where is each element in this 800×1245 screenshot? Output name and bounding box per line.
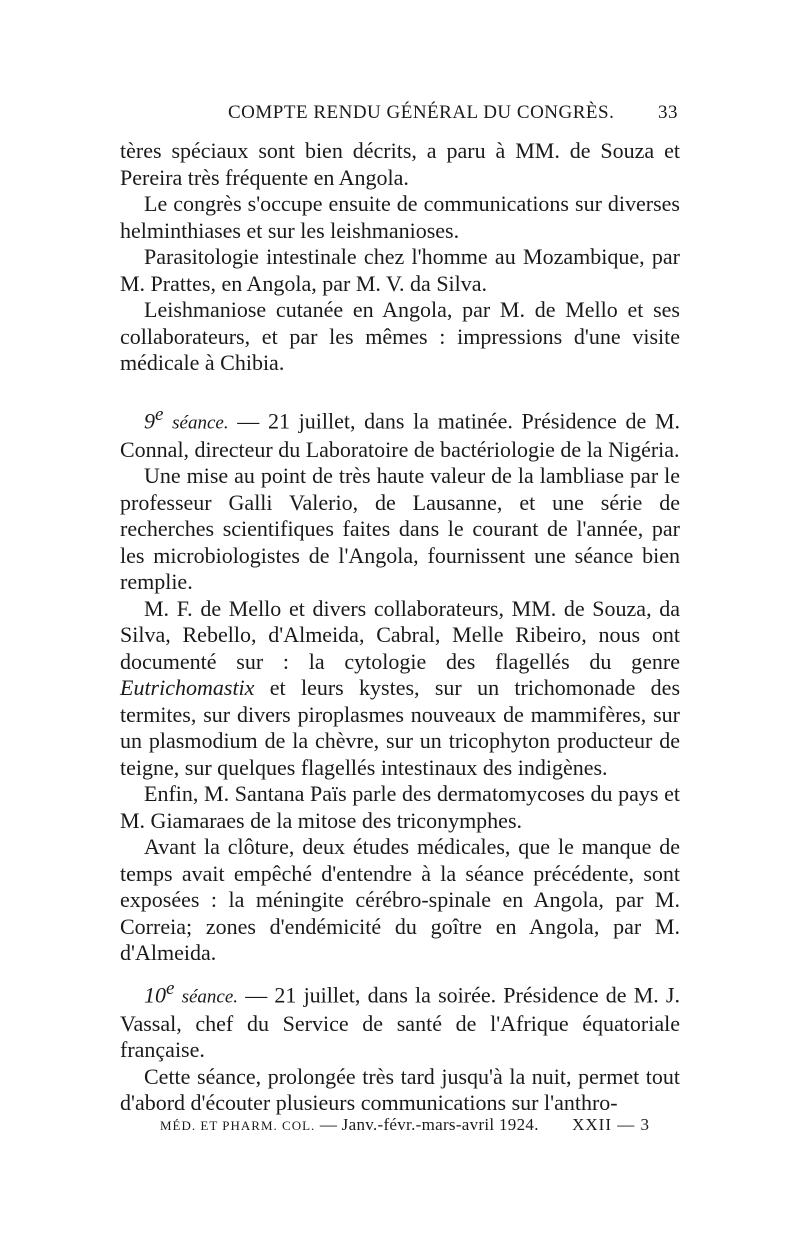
paragraph: tères spéciaux sont bien décrits, a paru à MM. de Souza et Pereira très fréquente en Angola. xyxy=(120,138,680,190)
text-block-ninth-session xyxy=(120,402,680,967)
session-number-suffix: e xyxy=(166,978,175,999)
session-label: séance. xyxy=(181,986,239,1008)
session-label: séance. xyxy=(172,412,229,434)
journal-abbreviation: MÉD. ET PHARM. COL. xyxy=(160,1118,316,1133)
page-footer xyxy=(160,1113,650,1139)
journal-date: — Janv.-févr.-mars-avril 1924. xyxy=(315,1115,539,1134)
session-heading-paragraph xyxy=(120,402,680,463)
session-details: — 21 juillet, dans la soirée. Présidence de M. J. Vassal, chef du Service de santé de l'Afrique équatoriale française. xyxy=(120,982,680,1063)
paragraph-text: et leurs kystes, sur un trichomonade des termites, sur divers piroplasmes nouveaux de mammifères, sur un plasmodium de la chèvre, sur un tricophyton producteur de teigne, sur quelques flagellés intestinaux des indigènes. xyxy=(120,675,680,780)
printer-signature: XXII — 3 xyxy=(572,1115,650,1134)
paragraph: Le congrès s'occupe ensuite de communications sur diverses helminthiases et sur les leishmanioses. xyxy=(120,191,680,243)
session-details: — 21 juillet, dans la matinée. Présidence de M. Connal, directeur du Laboratoire de bactériologie de la Nigéria. xyxy=(120,408,681,462)
paragraph: Cette séance, prolongée très tard jusqu'à la nuit, permet tout d'abord d'écouter plusieurs communications sur l'anthro- xyxy=(120,1063,680,1116)
paragraph: Une mise au point de très haute valeur de la lambliase par le professeur Galli Valerio, de Lausanne, et une série de recherches scientifiques faites dans le courant de l'année, par les microbiologistes de l'Angola, fournissent une séance bien remplie. xyxy=(120,463,680,595)
paragraph-text: M. F. de Mello et divers collaborateurs, MM. de Souza, da Silva, Rebello, d'Almeida, Cabral, Melle Ribeiro, nous ont documenté sur : la cytologie des flagellés du genre xyxy=(120,595,680,674)
page-header xyxy=(118,100,678,130)
session-number-suffix: e xyxy=(155,404,164,425)
paragraph: Avant la clôture, deux études médicales, que le manque de temps avait empêché d'entendre à la séance précédente, sont exposées : la méningite cérébro-spinale en Angola, par M. Correia; zones d'endémicité du goître en Angola, par M. d'Almeida. xyxy=(120,834,680,966)
text-block-top xyxy=(120,138,680,377)
page-number: 33 xyxy=(658,102,678,123)
session-number: 9 xyxy=(144,408,155,434)
paragraph: Leishmaniose cutanée en Angola, par M. de Mello et ses collaborateurs, et par les mêmes : impressions d'une visite médicale à Chibia. xyxy=(120,297,680,375)
text-block-tenth-session xyxy=(120,976,680,1117)
paragraph: Enfin, M. Santana Païs parle des dermatomycoses du pays et M. Giamaraes de la mitose des triconymphes. xyxy=(120,781,680,833)
paragraph xyxy=(120,596,680,782)
genus-name: Eutrichomastix xyxy=(120,675,255,701)
session-number: 10 xyxy=(144,982,166,1008)
paragraph: Parasitologie intestinale chez l'homme au Mozambique, par M. Prattes, en Angola, par M. V. da Silva. xyxy=(120,244,680,296)
journal-reference xyxy=(160,1115,539,1135)
session-heading-paragraph xyxy=(120,976,680,1064)
running-title: COMPTE RENDU GÉNÉRAL DU CONGRÈS. xyxy=(228,102,615,123)
